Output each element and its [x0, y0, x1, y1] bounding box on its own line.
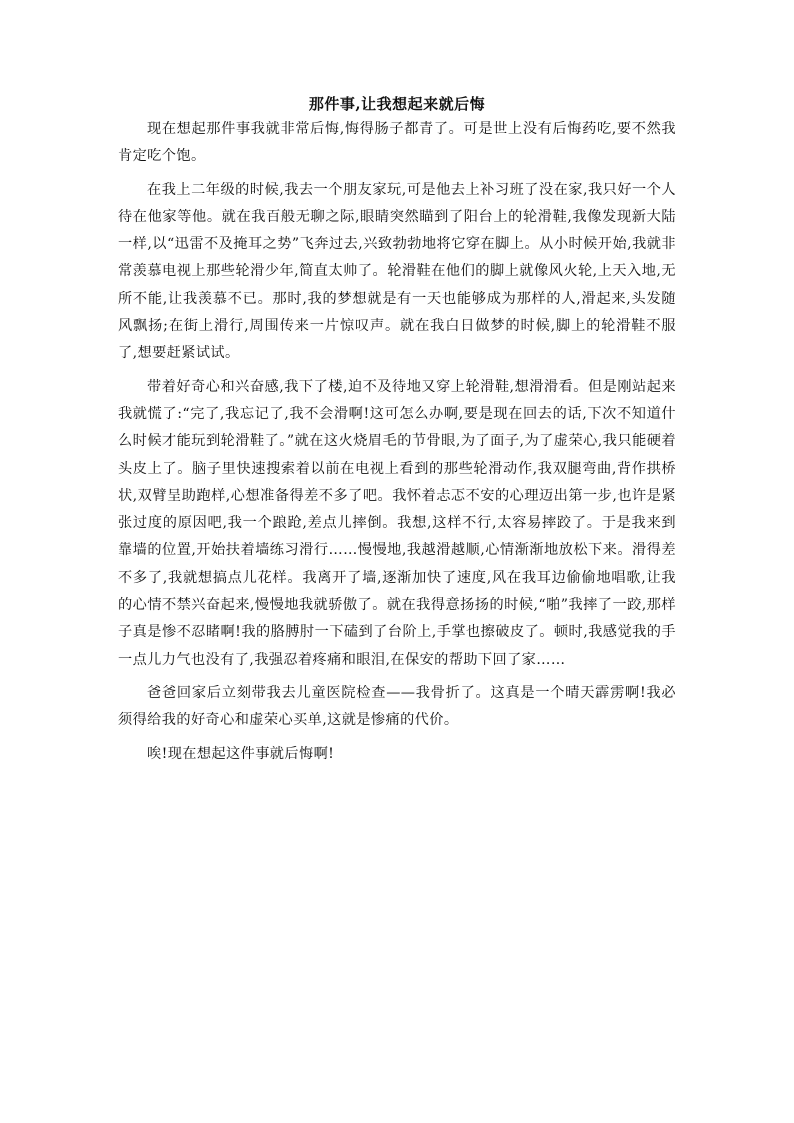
paragraph-skating: 带着好奇心和兴奋感,我下了楼,迫不及待地又穿上轮滑鞋,想滑滑看。但是刚站起来我就慌了:“完了,我忘记了,我不会滑啊!这可怎么办啊,要是现在回去的话,下次不知道什么时候才能玩到轮滑鞋了。”就在这火烧眉毛的节骨眼,为了面子,为了虚荣心,我只能硬着头皮上了。脑子里快速搜索着以前在电视上看到的那些轮滑动作,我双腿弯曲,背作拱桥状,双臂呈助跑样,心想准备得差不多了吧。我怀着忐忑不安的心理迈出第一步,也许是紧张过度的原因吧,我一个踉跄,差点儿摔倒。我想,这样不行,太容易摔跤了。于是我来到靠墙的位置,开始扶着墙练习滑行……慢慢地,我越滑越顺,心情渐渐地放松下来。滑得差不多了,我就想搞点儿花样。我离开了墙,逐渐加快了速度,风在我耳边偷偷地唱歌,让我的心情不禁兴奋起来,慢慢地我就骄傲了。就在我得意扬扬的时候,“啪”我摔了一跤,那样子真是惨不忍睹啊!我的胳膊肘一下磕到了台阶上,手掌也擦破皮了。顿时,我感觉我的手一点儿力气也没有了,我强忍着疼痛和眼泪,在保安的帮助下回了家…… [118, 378, 676, 668]
paragraph-discovery: 在我上二年级的时候,我去一个朋友家玩,可是他去上补习班了没在家,我只好一个人待在他家等他。就在我百般无聊之际,眼睛突然瞄到了阳台上的轮滑鞋,我像发现新大陆一样,以“迅雷不及掩耳之势”飞奔过去,兴致勃勃地将它穿在脚上。从小时候开始,我就非常羡慕电视上那些轮滑少年,简直太帅了。轮滑鞋在他们的脚上就像风火轮,上天入地,无所不能,让我羡慕不已。那时,我的梦想就是有一天也能够成为那样的人,滑起来,头发随风飘扬;在街上滑行,周围传来一片惊叹声。就在我白日做梦的时候,脚上的轮滑鞋不服了,想要赶紧试试。 [118, 181, 676, 362]
paragraph-conclusion: 唉!现在想起这件事就后悔啊! [147, 745, 335, 762]
paragraph-hospital: 爸爸回家后立刻带我去儿童医院检查——我骨折了。这真是一个晴天霹雳啊!我必须得给我的好奇心和虚荣心买单,这就是惨痛的代价。 [118, 684, 676, 729]
paragraph-intro: 现在想起那件事我就非常后悔,悔得肠子都青了。可是世上没有后悔药吃,要不然我肯定吃个饱。 [118, 121, 676, 165]
essay-title: 那件事,让我想起来就后悔 [308, 95, 486, 113]
essay-body [118, 92, 676, 774]
